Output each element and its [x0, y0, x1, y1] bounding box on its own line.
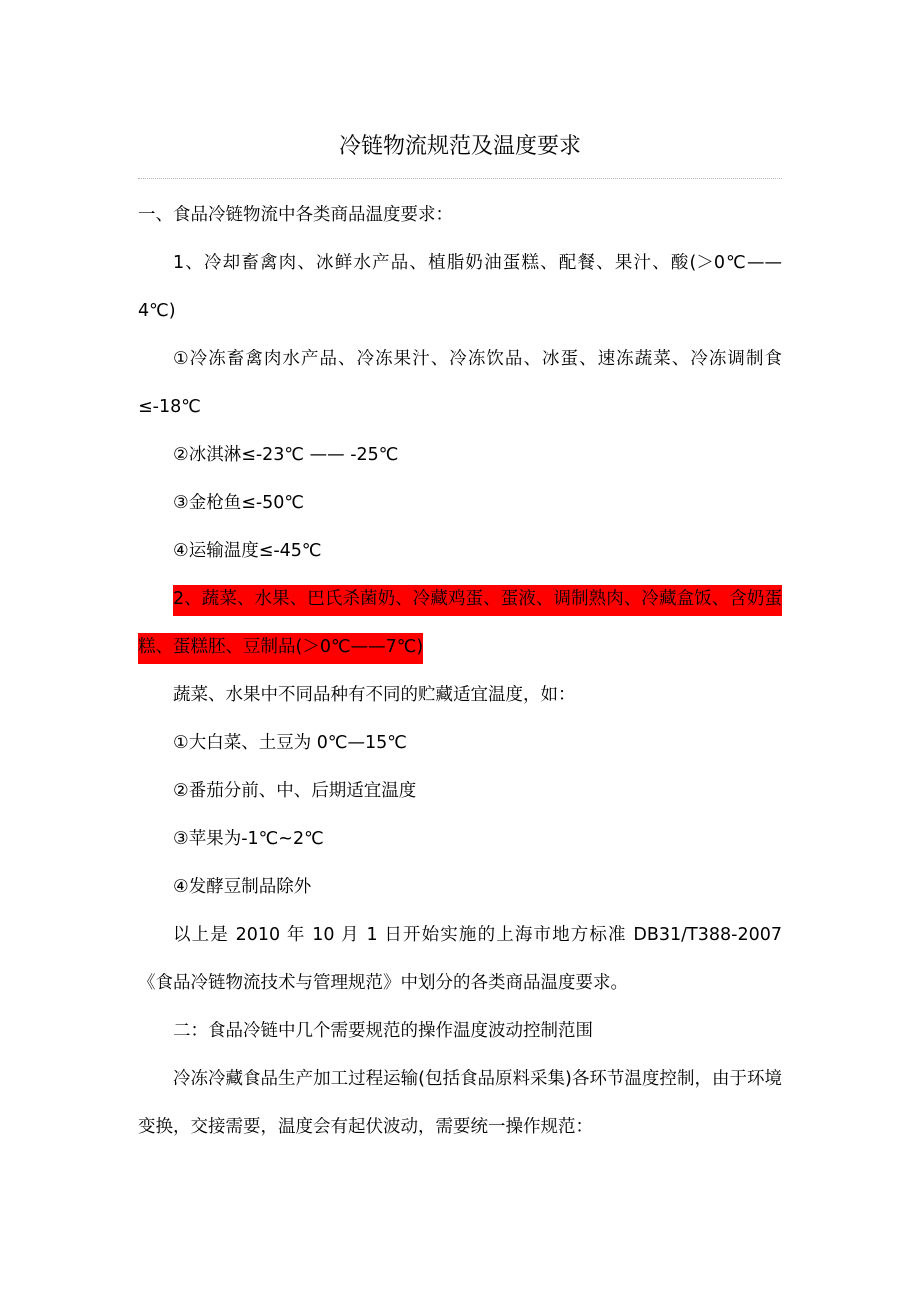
document-body	[138, 191, 782, 1151]
paragraph-subitem-tomato: ②番茄分前、中、后期适宜温度	[173, 781, 417, 801]
section-heading-2: 二：食品冷链中几个需要规范的操作温度波动控制范围	[173, 1021, 593, 1041]
paragraph-subitem-tuna: ③金枪鱼≤-50℃	[173, 493, 305, 513]
paragraph-subitem-transport: ④运输温度≤-45℃	[173, 541, 322, 561]
highlighted-item-2: 2、蔬菜、水果、巴氏杀菌奶、冷藏鸡蛋、蛋液、调制熟肉、冷藏盒饭、含奶蛋糕、蛋糕胚、豆制品(＞0℃——7℃)	[138, 585, 782, 664]
paragraph-subitem-frozen: ①冷冻畜禽肉水产品、冷冻果汁、冷冻饮品、冰蛋、速冻蔬菜、冷冻调制食≤-18℃	[138, 349, 782, 417]
paragraph-standard-reference: 以上是 2010 年 10 月 1 日开始实施的上海市地方标准 DB31/T388-2007《食品冷链物流技术与管理规范》中划分的各类商品温度要求。	[138, 925, 782, 993]
paragraph-subitem-apple: ③苹果为-1℃~2℃	[173, 829, 324, 849]
paragraph-temperature-control: 冷冻冷藏食品生产加工过程运输(包括食品原料采集)各环节温度控制，由于环境变换，交接需要，温度会有起伏波动，需要统一操作规范：	[138, 1069, 782, 1137]
paragraph-item-1: 1、冷却畜禽肉、冰鲜水产品、植脂奶油蛋糕、配餐、果汁、酸(＞0℃——4℃)	[138, 253, 782, 321]
paragraph-subitem-icecream: ②冰淇淋≤-23℃ —— -25℃	[173, 445, 399, 465]
paragraph-subitem-cabbage: ①大白菜、土豆为 0℃—15℃	[173, 733, 407, 753]
title-divider	[138, 178, 782, 179]
document-title: 冷链物流规范及温度要求	[338, 134, 581, 159]
section-heading-1: 一、食品冷链物流中各类商品温度要求：	[138, 205, 453, 225]
paragraph-subitem-soy: ④发酵豆制品除外	[173, 877, 312, 897]
paragraph-vegetables-note: 蔬菜、水果中不同品种有不同的贮藏适宜温度，如：	[173, 685, 576, 705]
paragraph-item-2-container	[138, 575, 782, 671]
